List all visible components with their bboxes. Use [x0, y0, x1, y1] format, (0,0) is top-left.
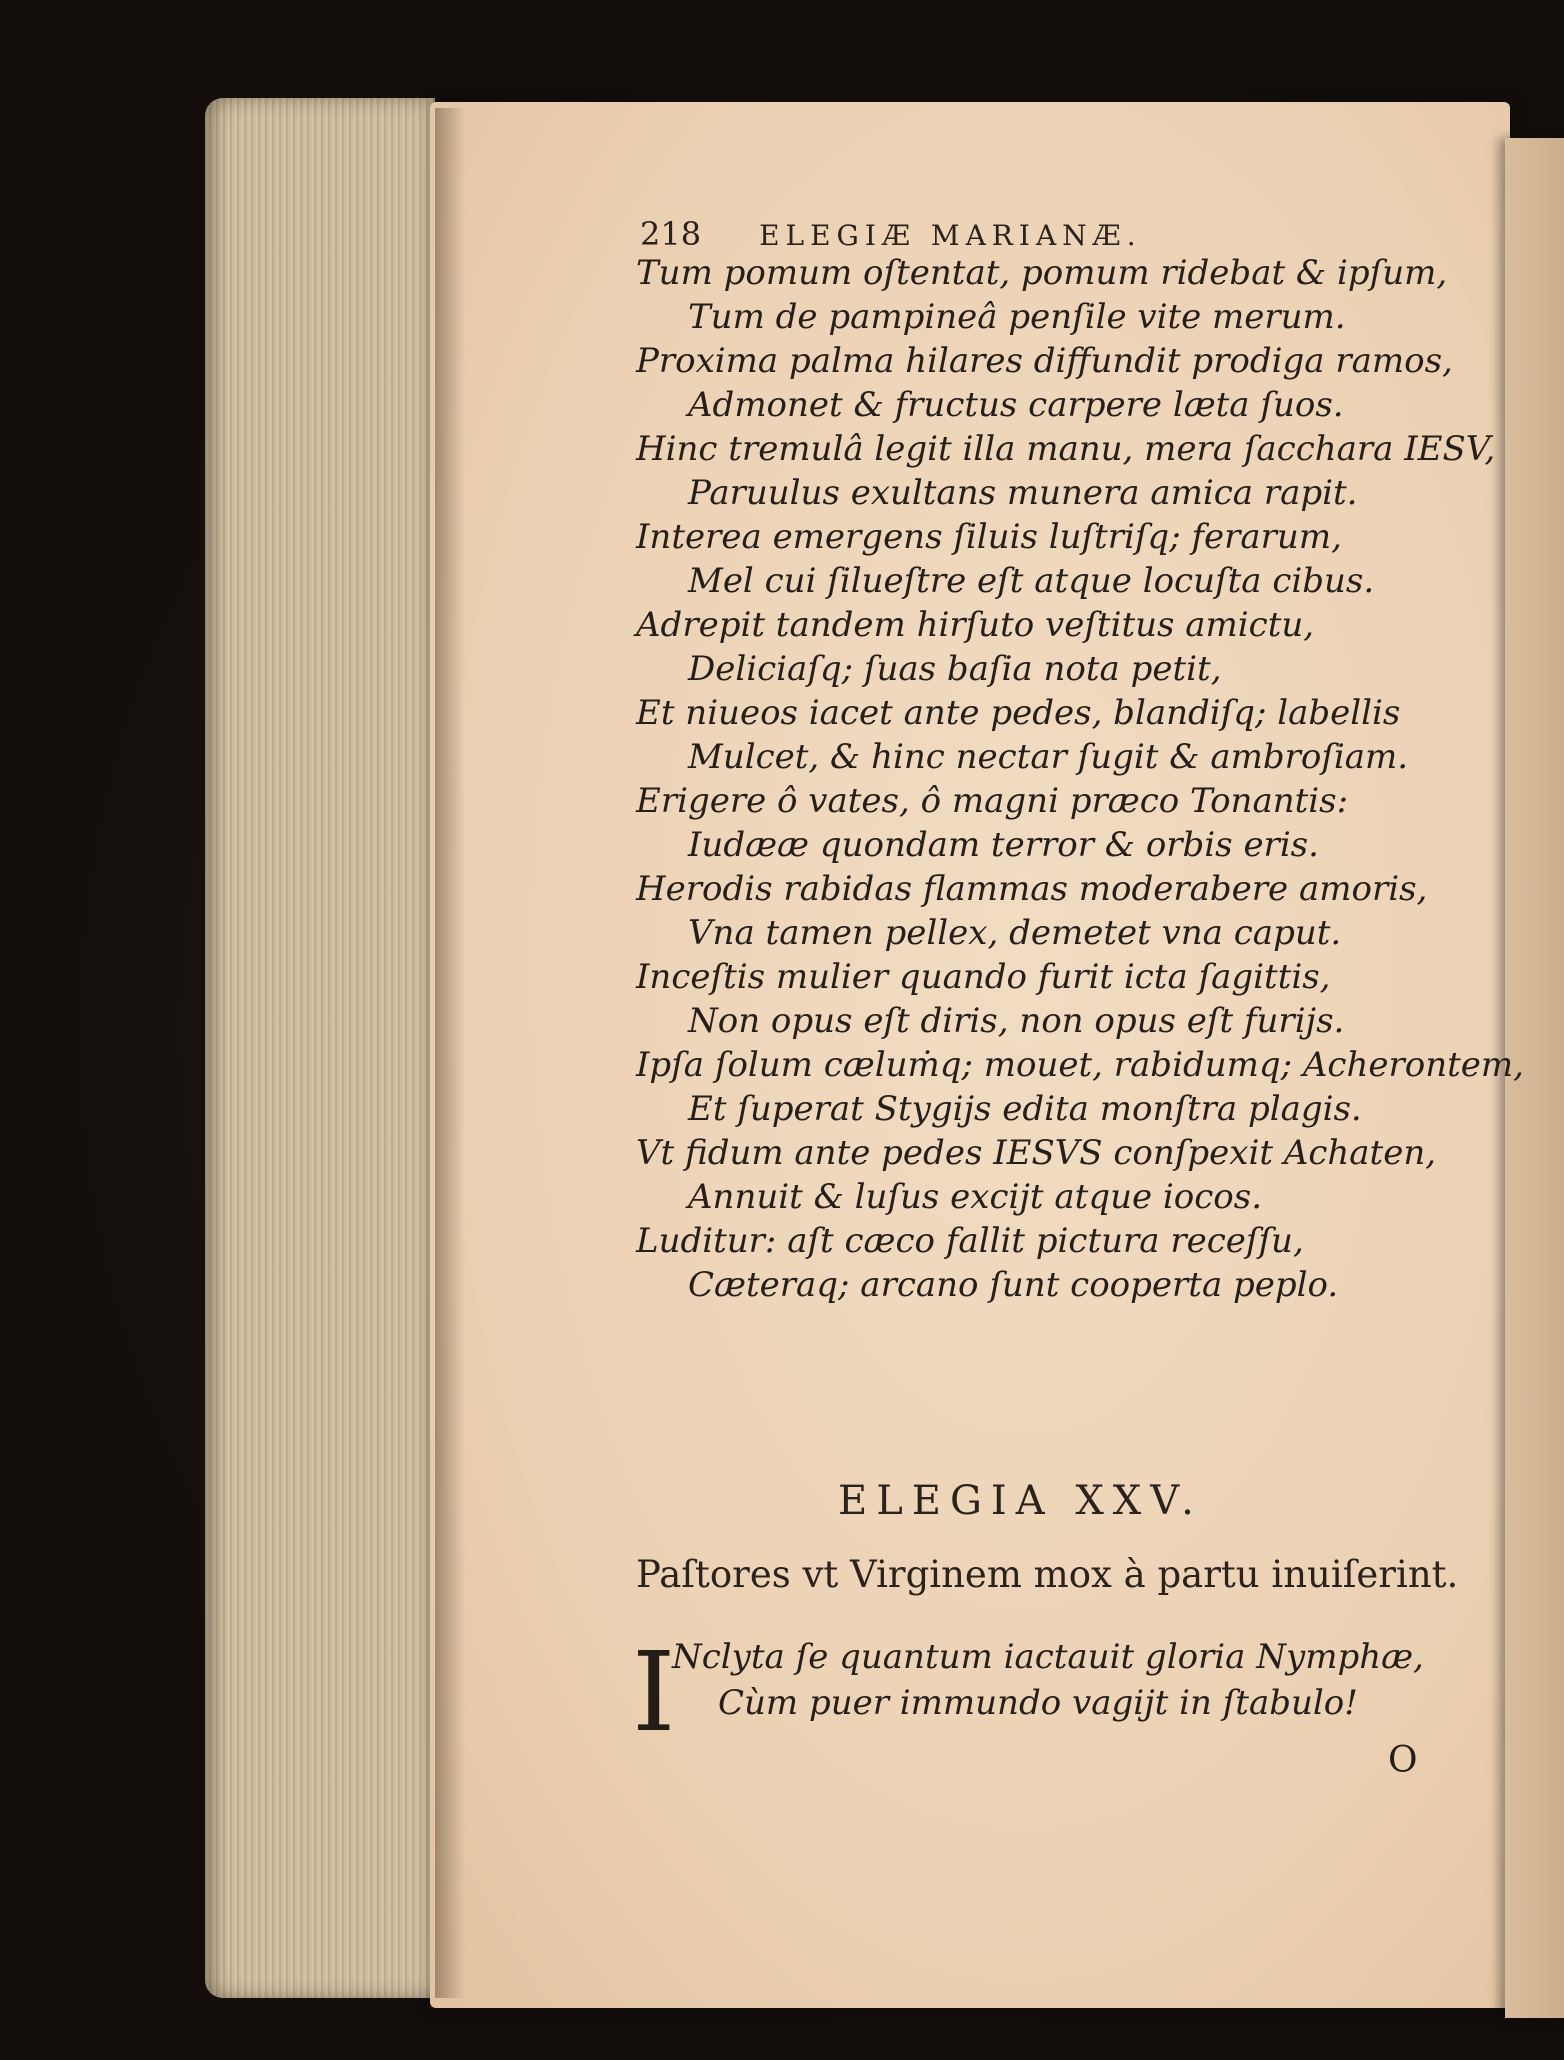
elegy-second-line: Cùm puer immundo vagijt in ſtabulo! — [718, 1683, 1358, 1723]
page-number: 218 — [640, 215, 702, 253]
verse-line: Tum pomum oſtentat, pomum ridebat & ipſum, — [636, 253, 1448, 293]
verse-line: Mulcet, & hinc nectar ſugit & ambroſiam. — [688, 737, 1409, 777]
verse-line: Erigere ô vates, ô magni præco Tonantis: — [636, 781, 1349, 821]
catchword: O — [1388, 1740, 1418, 1781]
verse-line: Interea emergens ſiluis luſtriſq; ferarum, — [636, 517, 1342, 557]
verse-line: Paruulus exultans munera amica rapit. — [688, 473, 1358, 513]
verse-line: Admonet & fructus carpere læta ſuos. — [688, 385, 1344, 425]
verse-line: Iudææ quondam terror & orbis eris. — [688, 825, 1319, 865]
verse-line: Et niueos iacet ante pedes, blandiſq; labellis — [636, 693, 1401, 733]
verse-line: Deliciaſq; ſuas baſia nota petit, — [688, 649, 1222, 689]
verse-line: Vna tamen pellex, demetet vna caput. — [688, 913, 1342, 953]
verse-line: Annuit & luſus excijt atque iocos. — [688, 1177, 1263, 1217]
elegy-subtitle: Paſtores vt Virginem mox à partu inuiſerint. — [636, 1553, 1459, 1596]
verse-line: Tum de pampineâ penſile vite merum. — [688, 297, 1346, 337]
verse-line: Mel cui ſilueſtre eſt atque locuſta cibus. — [688, 561, 1375, 601]
verse-line: Luditur: aſt cæco fallit pictura receſſu, — [636, 1221, 1304, 1261]
elegy-heading: ELEGIA XXV. — [838, 1478, 1203, 1524]
verse-line: Adrepit tandem hirſuto veſtitus amictu, — [636, 605, 1315, 645]
verse-line: Non opus eſt diris, non opus eſt furijs. — [688, 1001, 1345, 1041]
verse-line: Ipſa ſolum cæluṁq; mouet, rabidumq; Acherontem, — [636, 1045, 1524, 1085]
verse-line: Inceſtis mulier quando furit icta ſagittis, — [636, 957, 1331, 997]
elegy-first-line: Nclyta ſe quantum iactauit gloria Nymphæ, — [672, 1637, 1424, 1677]
verse-line: Et ſuperat Stygijs edita monſtra plagis. — [688, 1089, 1362, 1129]
running-head — [640, 215, 1360, 253]
verse-line: Cæteraq; arcano ſunt cooperta peplo. — [688, 1265, 1339, 1305]
drop-cap: I — [632, 1628, 676, 1756]
verse-line: Vt fidum ante pedes IESVS conſpexit Achaten, — [636, 1133, 1437, 1173]
gutter-shadow — [435, 108, 465, 1998]
verse-line: Proxima palma hilares diffundit prodiga ramos, — [636, 341, 1453, 381]
verse-line: Hinc tremulâ legit illa manu, mera ſacchara IESV, — [636, 429, 1496, 469]
verse-line: Herodis rabidas flammas moderabere amoris, — [636, 869, 1428, 909]
page-edges — [205, 98, 435, 1998]
running-title: ELEGIÆ MARIANÆ. — [759, 219, 1142, 252]
